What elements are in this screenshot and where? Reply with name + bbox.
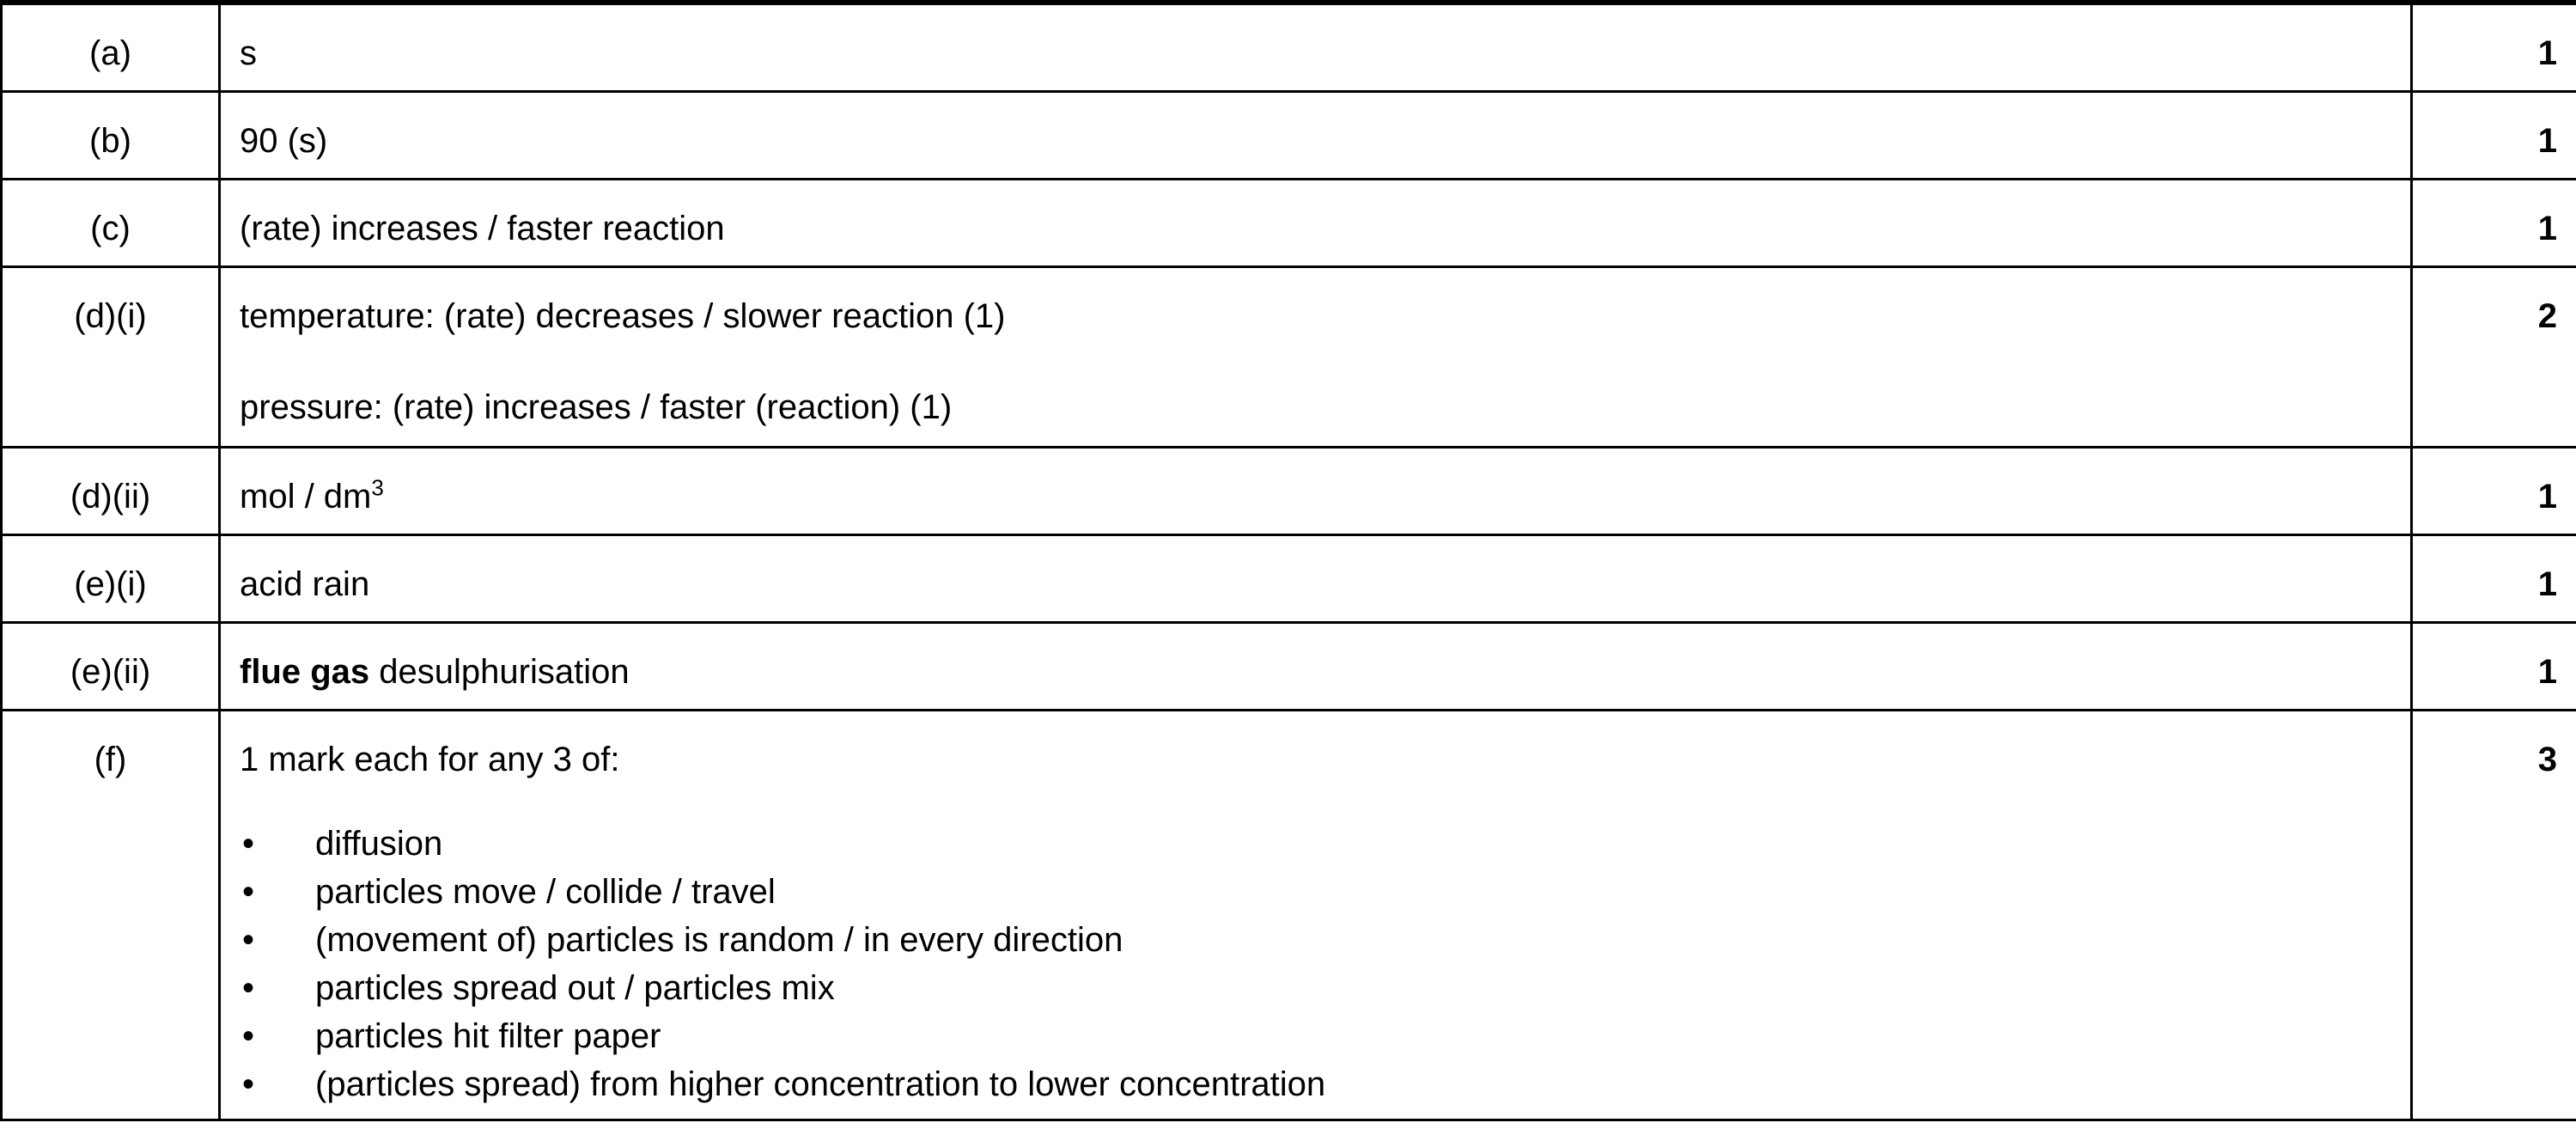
marks-value: 1: [2537, 565, 2557, 603]
answer-rest: desulphurisation: [369, 653, 630, 691]
question-number-cell: [2, 180, 220, 267]
marks-cell: [2412, 535, 2576, 623]
question-number: (d)(i): [74, 297, 147, 335]
answer-text: [240, 624, 2410, 693]
bullet-text: particles hit filter paper: [315, 1017, 661, 1055]
question-number: (e)(ii): [70, 653, 151, 691]
answer-bullet-list: [240, 820, 2410, 1108]
question-number: (b): [89, 122, 131, 160]
answer-cell: [220, 623, 2412, 711]
question-number: (a): [89, 34, 131, 72]
answer-text: acid rain: [240, 565, 370, 603]
list-item: [240, 820, 2410, 868]
answer-cell: [220, 180, 2412, 267]
marks-value: 1: [2537, 122, 2557, 160]
table-row: [2, 623, 2576, 711]
table-row: [2, 535, 2576, 623]
unit-superscript: 3: [371, 474, 384, 501]
answer-intro: 1 mark each for any 3 of:: [240, 741, 620, 778]
marks-cell: [2412, 623, 2576, 711]
question-number-cell: [2, 711, 220, 1120]
answer-line-pressure: pressure: (rate) increases / faster (reaction) (1): [240, 388, 953, 426]
marks-cell: [2412, 448, 2576, 535]
question-number: (f): [94, 741, 127, 778]
question-number-cell: [2, 623, 220, 711]
marks-cell: [2412, 180, 2576, 267]
bullet-icon: •: [242, 969, 255, 1007]
list-item: [240, 1012, 2410, 1060]
bullet-text: diffusion: [315, 825, 443, 863]
marks-value: 1: [2537, 478, 2557, 516]
question-number-cell: [2, 267, 220, 448]
answer-cell: [220, 92, 2412, 180]
question-number-cell: [2, 448, 220, 535]
marks-value: 2: [2537, 297, 2557, 335]
marks-cell: [2412, 3, 2576, 92]
answer-line-temperature: temperature: (rate) decreases / slower reaction (1): [240, 297, 1006, 335]
list-item: [240, 868, 2410, 916]
marks-value: 1: [2537, 34, 2557, 72]
answer-cell: [220, 535, 2412, 623]
table-row: [2, 711, 2576, 1120]
answer-text: (rate) increases / faster reaction: [240, 210, 725, 247]
answer-text: s: [240, 34, 257, 72]
question-number-cell: [2, 3, 220, 92]
question-number: (d)(ii): [70, 478, 151, 516]
question-number-cell: [2, 535, 220, 623]
marks-cell: [2412, 267, 2576, 448]
bullet-text: (particles spread) from higher concentration to lower concentration: [315, 1065, 1326, 1103]
list-item: [240, 964, 2410, 1012]
bullet-text: (movement of) particles is random / in every direction: [315, 921, 1124, 959]
list-item: [240, 1060, 2410, 1108]
question-number: (c): [90, 210, 131, 247]
bullet-text: particles move / collide / travel: [315, 873, 776, 911]
table-row: [2, 92, 2576, 180]
bullet-icon: •: [242, 921, 255, 959]
answer-text: 90 (s): [240, 122, 328, 160]
list-item: [240, 916, 2410, 964]
table-row: [2, 267, 2576, 448]
answer-bold-keyword: flue gas: [240, 653, 370, 691]
marks-cell: [2412, 92, 2576, 180]
answer-text: [240, 449, 2410, 517]
bullet-icon: •: [242, 1017, 255, 1055]
answer-cell: [220, 448, 2412, 535]
marks-value: 1: [2537, 210, 2557, 247]
answer-cell: [220, 711, 2412, 1120]
question-number-cell: [2, 92, 220, 180]
table-row: [2, 448, 2576, 535]
bullet-icon: •: [242, 825, 255, 863]
answer-cell: [220, 3, 2412, 92]
bullet-icon: •: [242, 1065, 255, 1103]
marks-value: 3: [2537, 741, 2557, 778]
unit-text: mol / dm: [240, 478, 372, 516]
answer-cell: [220, 267, 2412, 448]
table-row: [2, 3, 2576, 92]
bullet-icon: •: [242, 873, 255, 911]
marks-cell: [2412, 711, 2576, 1120]
marks-value: 1: [2537, 653, 2557, 691]
question-number: (e)(i): [74, 565, 147, 603]
bullet-text: particles spread out / particles mix: [315, 969, 835, 1007]
table-row: [2, 180, 2576, 267]
